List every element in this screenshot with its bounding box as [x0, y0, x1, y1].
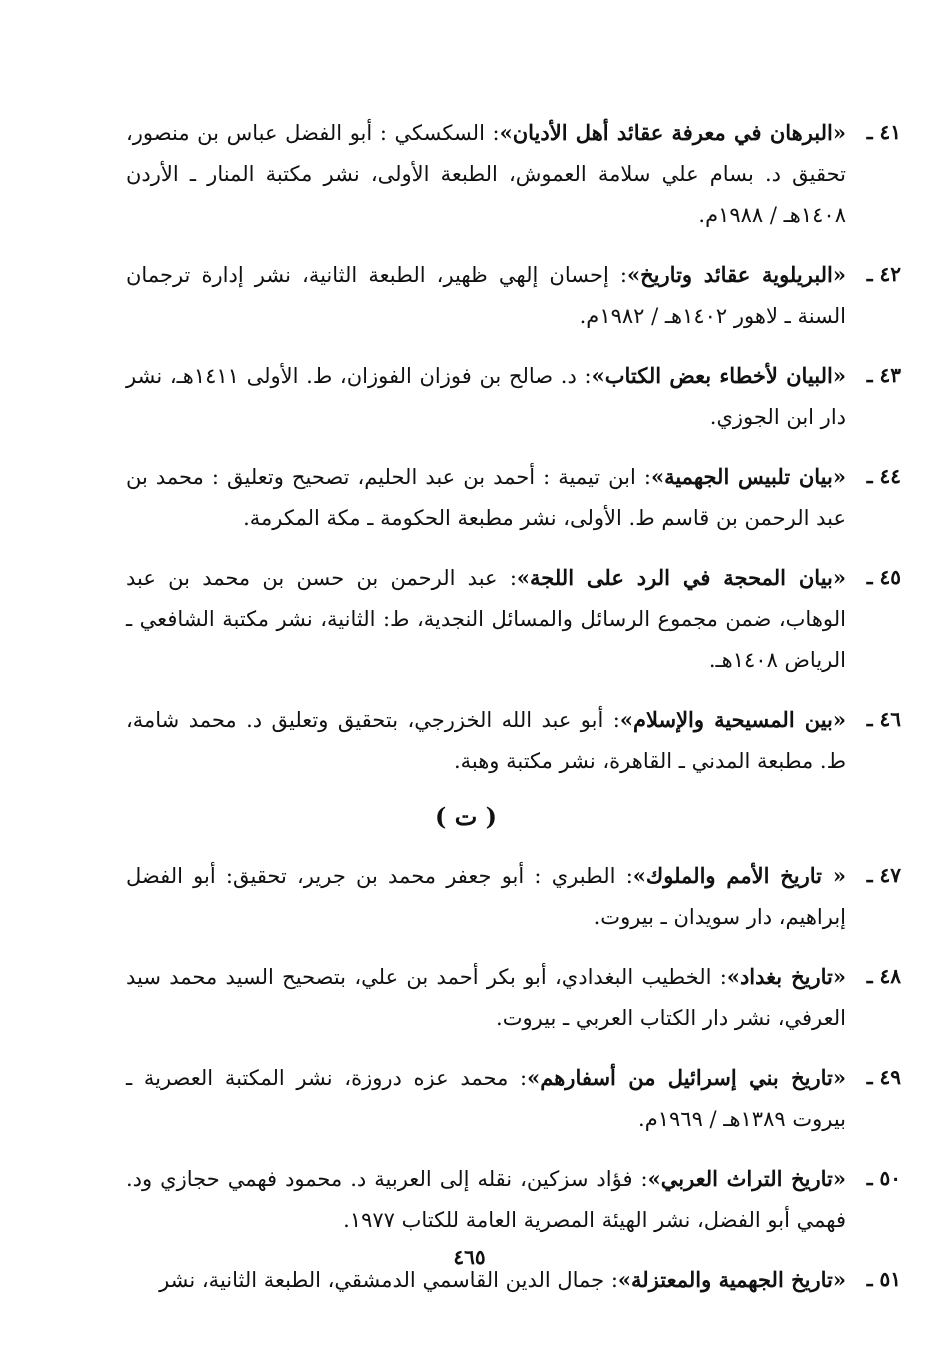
entry-number: ٥٠ ـ — [866, 1166, 901, 1190]
entry-title: «البيان لأخطاء بعض الكتاب» — [591, 363, 846, 388]
bibliography-entry — [126, 254, 901, 337]
entry-text: : د. صالح بن فوزان الفوزان، ط. الأولى ١٤١١هـ، نشر دار ابن الجوزي. — [126, 364, 846, 429]
entry-text: : محمد عزه دروزة، نشر المكتبة العصرية ـ بيروت ١٣٨٩هـ / ١٩٦٩م. — [126, 1066, 846, 1131]
entry-text: : ابن تيمية : أحمد بن عبد الحليم، تصحيح وتعليق : محمد بن عبد الرحمن بن قاسم ط. الأولى، نشر مطبعة الحكومة ـ مكة المكرمة. — [126, 465, 846, 530]
entry-number: ٤٤ ـ — [866, 464, 901, 488]
entry-text: : أبو عبد الله الخزرجي، بتحقيق وتعليق د. محمد شامة، ط. مطبعة المدني ـ القاهرة، نشر مكتبة وهبة. — [126, 708, 846, 773]
entry-text: : السكسكي : أبو الفضل عباس بن منصور، تحقيق د. بسام علي سلامة العموش، الطبعة الأولى، نشر مكتبة المنار ـ الأردن ١٤٠٨هـ / ١٩٨٨م. — [126, 121, 846, 227]
bibliography-entry — [126, 456, 901, 539]
entry-number: ٤٧ ـ — [866, 863, 901, 887]
bibliography-entry — [126, 112, 901, 236]
entry-text: : الخطيب البغدادي، أبو بكر أحمد بن علي، بتصحيح السيد محمد سيد العرفي، نشر دار الكتاب العربي ـ بيروت. — [126, 965, 846, 1030]
section-heading: ( ت ) — [434, 802, 497, 831]
entry-text: : جمال الدين القاسمي الدمشقي، الطبعة الثانية، نشر — [159, 1268, 618, 1292]
entry-number: ٤٩ ـ — [866, 1065, 901, 1089]
entry-number: ٤٢ ـ — [866, 262, 901, 286]
entry-number: ٤٥ ـ — [866, 565, 901, 589]
entry-number: ٤٦ ـ — [866, 707, 901, 731]
entry-title: « تاريخ الأمم والملوك» — [632, 863, 846, 888]
entry-title: «بين المسيحية والإسلام» — [619, 707, 846, 732]
bibliography-entry — [126, 855, 901, 938]
entry-text: : فؤاد سزكين، نقله إلى العربية د. محمود فهمي حجازي ود. فهمي أبو الفضل، نشر الهيئة المصرية العامة للكتاب ١٩٧٧. — [126, 1167, 846, 1232]
entry-title: «البريلوية عقائد وتاريخ» — [627, 262, 847, 287]
entry-title: «تاريخ بغداد» — [726, 964, 846, 989]
entry-title: «بيان تلبيس الجهمية» — [650, 464, 846, 489]
entry-title: «تاريخ الجهمية والمعتزلة» — [617, 1267, 846, 1292]
bibliography-list — [126, 112, 901, 1319]
bibliography-entry — [126, 699, 901, 782]
bibliography-entry — [126, 956, 901, 1039]
page-number: ٤٦٥ — [453, 1245, 486, 1269]
entry-number: ٤٣ ـ — [866, 363, 901, 387]
entry-number: ٤١ ـ — [866, 120, 901, 144]
entry-title: «بيان المحجة في الرد على اللجة» — [516, 565, 846, 590]
bibliography-entry — [126, 1158, 901, 1241]
entry-title: «تاريخ بني إسرائيل من أسفارهم» — [527, 1065, 847, 1090]
entry-title: «البرهان في معرفة عقائد أهل الأديان» — [499, 120, 846, 145]
entry-number: ٤٨ ـ — [866, 964, 901, 988]
bibliography-entry — [126, 1057, 901, 1140]
entry-text: : الطبري : أبو جعفر محمد بن جرير، تحقيق: أبو الفضل إبراهيم، دار سويدان ـ بيروت. — [126, 864, 846, 929]
entry-number: ٥١ ـ — [866, 1267, 901, 1291]
entry-text: : إحسان إلهي ظهير، الطبعة الثانية، نشر إدارة ترجمان السنة ـ لاهور ١٤٠٢هـ / ١٩٨٢م. — [126, 263, 846, 328]
bibliography-entry — [126, 355, 901, 438]
bibliography-entry — [126, 557, 901, 681]
entry-title: «تاريخ التراث العربي» — [647, 1166, 846, 1191]
entry-text: : عبد الرحمن بن حسن بن محمد بن عبد الوهاب، ضمن مجموع الرسائل والمسائل النجدية، ط: الثانية، نشر مكتبة الشافعي ـ الرياض ١٤٠٨هـ. — [126, 566, 846, 672]
